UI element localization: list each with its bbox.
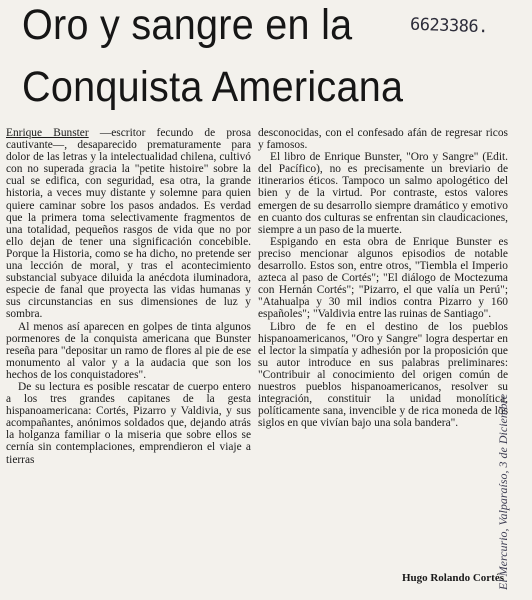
article-column-left bbox=[6, 127, 251, 595]
headline-line-1: Oro y sangre en la bbox=[22, 1, 353, 49]
body-paragraph: Espigando en esta obra de Enrique Bunster es preciso mencionar algunos episodios de notable desarrollo. Estos son, entre otros, "Tiembla el Imperio azteca al paso de Cortés"; "El diálogo de Moctezuma con Hernán Cortés"; "Pizarro, el que valía un Perú"; "Atahualpa y 30 mil indios contra Pizarro y 160 españoles"; "Valdivia entre las ruinas de Santiago". bbox=[258, 235, 508, 321]
body-paragraph: Libro de fe en el destino de los pueblos hispanoamericanos, "Oro y Sangre" logra despertar en el lector la simpatía y adhesión por la proposición que su autor introduce en sus palabras preliminares: "Contribuir al conocimiento del origen común de nuestros pueblos hispanoamericanos, resolver su integración, constituir la unidad monolítica, políticamente sana, invencible y de rica moneda de los siglos en que vivían bajo una sola bandera". bbox=[258, 320, 508, 430]
handwritten-edge-mark: El Mercurio, Valparaíso, 3 de Diciembre bbox=[496, 393, 510, 590]
body-paragraph: El libro de Enrique Bunster, "Oro y Sangre" (Edit. del Pacífico), no es precisamente un breviario de itinerarios éticos. Tampoco un salmo apologético del bien y de la virtud. Por contraste, estos valores emergen de su desarrollo siempre dramático y emotivo en cuanto dos culturas se enfrentan sin claudicaciones, siempre a un paso de la muerte. bbox=[258, 151, 508, 236]
body-paragraph: desconocidas, con el confesado afán de regresar ricos y famosos. bbox=[258, 127, 508, 152]
headline-line-2: Conquista Americana bbox=[22, 63, 404, 111]
body-paragraph: Al menos así aparecen en golpes de tinta algunos pormenores de la conquista americana que Bunster reseña para "depositar un ramo de flores al pie de ese monumento al valor y a la audacia que son los hechos de los conquistadores". bbox=[6, 320, 251, 381]
article-column-right bbox=[258, 127, 508, 595]
handwritten-note: 6623386. bbox=[409, 14, 489, 38]
author-name: Enrique Bunster bbox=[6, 127, 89, 139]
article-signature: Hugo Rolando Cortés bbox=[401, 572, 504, 584]
lead-text: —escritor fecundo de prosa cautivante—, desaparecido prematuramente para dolor de las letras y la intelectualidad chilena, cultivó con no superada gracia la "petite histoire" sobre la cual se edifica, con seguridad, esa otra, la grande historia, a veces muy distante y solemne para quien quiere caminar sobre los pasos andados. Es verdad que la primera toma selectivamente fragmentos de una totalidad, pequeños rasgos de vida que no por ello dejan de tener una significación concebible. Porque la Historia, como se ha dicho, no pretende ser una lección de moral, y tras el acontecimiento substancial subyace diluida la anécdota iluminadora, especie de fanal que proyecta las vidas humanas y sus circunstancias en sus dimensiones de luz y sombra. bbox=[6, 127, 251, 321]
body-paragraph: De su lectura es posible rescatar de cuerpo entero a los tres grandes capitanes de la gesta hispanoamericana: Cortés, Pizarro y Valdivia, y sus acompañantes, anónimos soldados que, dejando atrás la holganza familiar o la miseria que sobre ellos se cernía sin contemplaciones, emprendieron el viaje a tierras bbox=[6, 380, 251, 466]
lead-paragraph bbox=[6, 127, 251, 321]
